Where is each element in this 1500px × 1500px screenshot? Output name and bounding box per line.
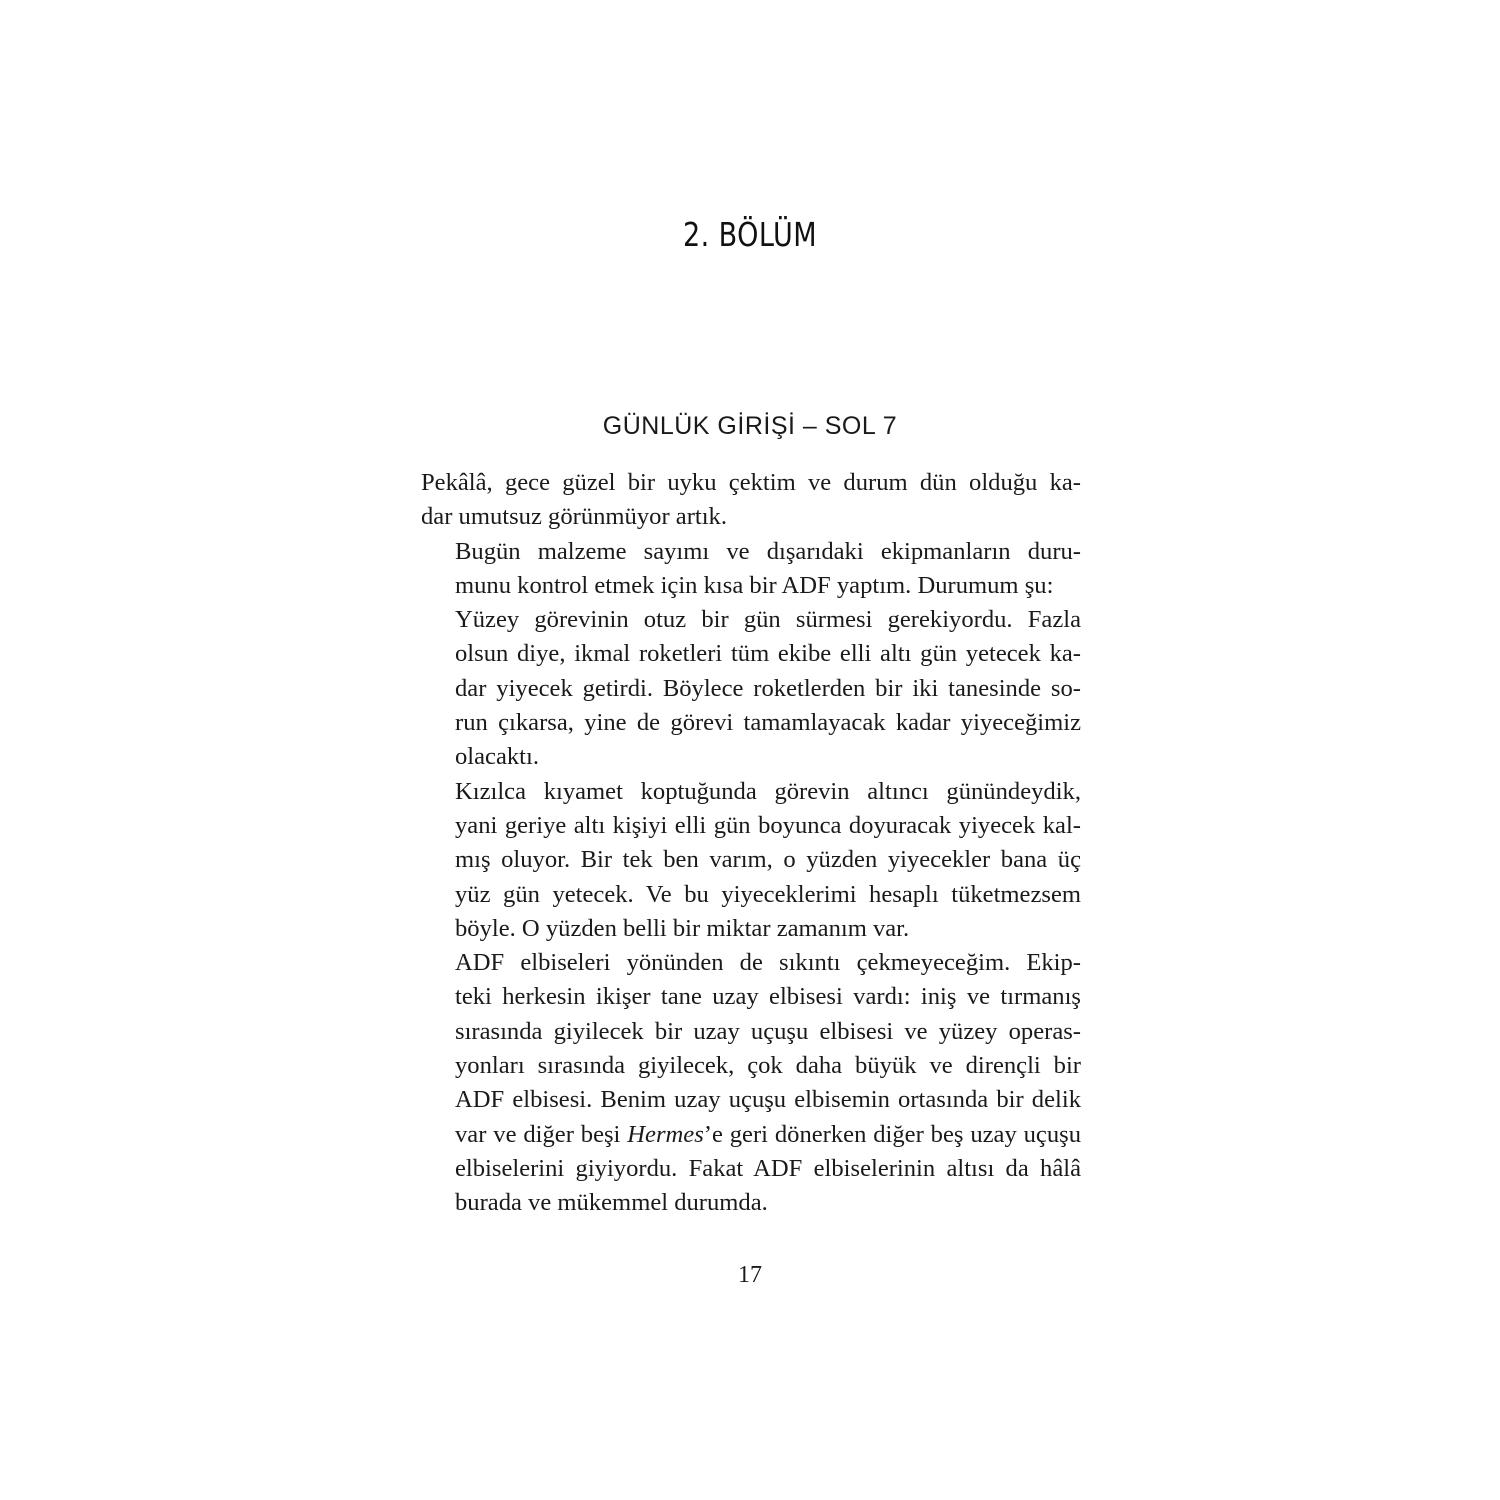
text-line: run çıkarsa, yine de görevi tamamlayacak kadar yiyeceğimiz bbox=[455, 709, 1081, 737]
text-run: var ve diğer beşi bbox=[455, 1120, 628, 1148]
text-line-with-italic bbox=[421, 1118, 1081, 1152]
log-entry-heading: GÜNLÜK GİRİŞİ – SOL 7 bbox=[602, 412, 898, 440]
text-run: ’e geri dönerken diğer beş uzay uçuşu bbox=[703, 1120, 1082, 1148]
text-line: munu kontrol etmek için kısa bir ADF yaptım. Durumum şu: bbox=[455, 571, 1054, 599]
text-line: Pekâlâ, gece güzel bir uyku çektim ve durum dün olduğu ka- bbox=[421, 469, 1081, 496]
paragraph-2 bbox=[421, 535, 1081, 604]
text-line: ADF elbisesi. Benim uzay uçuşu elbisemin ortasında bir delik bbox=[455, 1086, 1081, 1114]
paragraph-3 bbox=[421, 603, 1081, 774]
text-line: elbiselerini giyiyordu. Fakat ADF elbiselerinin altısı da hâlâ bbox=[455, 1154, 1081, 1182]
text-line: yani geriye altı kişiyi elli gün boyunca doyuracak yiyecek kal- bbox=[455, 811, 1081, 839]
text-line: böyle. O yüzden belli bir miktar zamanım var. bbox=[455, 914, 910, 942]
text-line: yüz gün yetecek. Ve bu yiyeceklerimi hesaplı tüketmezsem bbox=[455, 880, 1081, 908]
text-line: sırasında giyilecek bir uzay uçuşu elbisesi ve yüzey operas- bbox=[455, 1017, 1081, 1045]
text-line: Kızılca kıyamet koptuğunda görevin altıncı günündeydik, bbox=[455, 777, 1081, 805]
text-line: Yüzey görevinin otuz bir gün sürmesi gerekiyordu. Fazla bbox=[455, 606, 1081, 634]
text-line: dar umutsuz görünmüyor artık. bbox=[421, 503, 727, 531]
text-line: burada ve mükemmel durumda. bbox=[455, 1189, 768, 1217]
text-line: olacaktı. bbox=[455, 743, 539, 771]
text-line: mış oluyor. Bir tek ben varım, o yüzden yiyecekler bana üç bbox=[455, 846, 1081, 874]
text-line: yonları sırasında giyilecek, çok daha büyük ve dirençli bir bbox=[455, 1052, 1081, 1080]
paragraph-4 bbox=[421, 775, 1081, 946]
body-text bbox=[421, 466, 1081, 1221]
italic-ship-name: Hermes bbox=[627, 1120, 704, 1148]
text-line: ADF elbiseleri yönünden de sıkıntı çekmeyeceğim. Ekip- bbox=[455, 949, 1081, 977]
text-line: dar yiyecek getirdi. Böylece roketlerden bir iki tanesinde so- bbox=[455, 674, 1081, 702]
text-line: teki herkesin ikişer tane uzay elbisesi vardı: iniş ve tırmanış bbox=[455, 983, 1081, 1011]
text-line: olsun diye, ikmal roketleri tüm ekibe elli altı gün yetecek ka- bbox=[455, 640, 1081, 668]
page-number: 17 bbox=[738, 1262, 762, 1288]
paragraph-5 bbox=[421, 946, 1081, 1220]
paragraph-1 bbox=[421, 466, 1081, 535]
text-line: Bugün malzeme sayımı ve dışarıdaki ekipmanların duru- bbox=[455, 537, 1081, 565]
chapter-title: 2. BÖLÜM bbox=[683, 215, 817, 254]
